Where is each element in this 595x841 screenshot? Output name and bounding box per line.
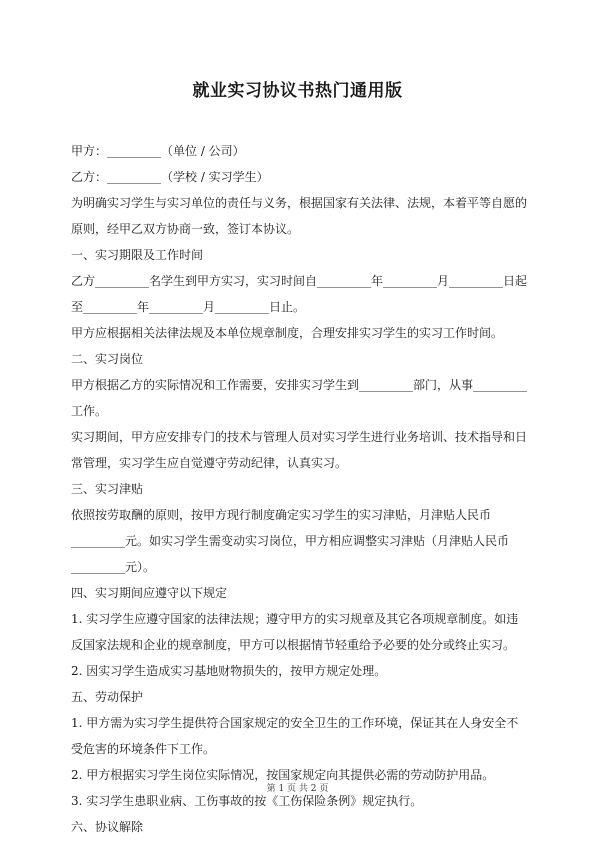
paragraph-allowance-line-1: 依照按劳取酬的原则，按甲方现行制度确定实习学生的实习津贴，月津贴人民币 [71, 508, 492, 522]
section-heading-5: 五、劳动保护 [71, 690, 144, 704]
paragraph-allowance-line-2: _________元。如实习学生需变动实习岗位，甲方相应调整实习津贴（月津贴人民币 [71, 534, 510, 548]
paragraph-position-line-2: 工作。 [71, 404, 108, 418]
section-heading-2: 二、实习岗位 [71, 352, 144, 366]
page-number: 第 1 页 共 2 页 [266, 784, 329, 794]
section-heading-3: 三、实习津贴 [71, 482, 144, 496]
paragraph-rule-1-line-1: 1. 实习学生应遵守国家的法律法规；遵守甲方的实习规章及其它各项规章制度。如违 [71, 612, 519, 626]
paragraph-position-line-1: 甲方根据乙方的实际情况和工作需要，安排实习学生到_________部门，从事_________ [71, 378, 528, 392]
paragraph-rule-1-line-2: 反国家法规和企业的规章制度，甲方可以根据情节轻重给予必要的处分或终止实习。 [71, 638, 516, 652]
paragraph-rule-2: 2. 因实习学生造成实习基地财物损失的，按甲方规定处理。 [71, 664, 387, 678]
paragraph-allowance-line-3: _________元）。 [71, 560, 156, 574]
section-heading-1: 一、实习期限及工作时间 [71, 248, 204, 262]
paragraph-training-line-1: 实习期间，甲方应安排专门的技术与管理人员对实习学生进行业务培训、技术指导和日 [71, 430, 528, 444]
section-heading-6: 六、协议解除 [71, 820, 144, 834]
paragraph-protection-2: 2. 甲方根据实习学生岗位实际情况，按国家规定向其提供必需的劳动防护用品。 [71, 768, 495, 782]
paragraph-protection-1-line-1: 1. 甲方需为实习学生提供符合国家规定的安全卫生的工作环境，保证其在人身安全不 [71, 716, 519, 730]
paragraph-preamble-line-1: 为明确实习学生与实习单位的责任与义务，根据国家有关法律、法规，本着平等自愿的 [71, 196, 528, 210]
paragraph-period-line-1: 乙方_________名学生到甲方实习，实习时间自_________年_________月_________日起 [71, 274, 528, 288]
paragraph-work-time: 甲方应根据相关法律法规及本单位规章制度，合理安排实习学生的实习工作时间。 [71, 326, 504, 340]
document-title: 就业实习协议书热门通用版 [192, 81, 403, 101]
paragraph-party-a: 甲方：_________（单位 / 公司） [71, 144, 245, 158]
paragraph-period-line-2: 至_________年_________月_________日止。 [71, 300, 306, 314]
paragraph-party-b: 乙方：_________（学校 / 实习学生） [71, 170, 269, 184]
paragraph-protection-3: 3. 实习学生患职业病、工伤事故的按《工伤保险条例》规定执行。 [71, 794, 423, 808]
paragraph-training-line-2: 常管理，实习学生应自觉遵守劳动纪律，认真实习。 [71, 456, 348, 470]
paragraph-preamble-line-2: 原则，经甲乙双方协商一致，签订本协议。 [71, 222, 300, 236]
document-body [71, 138, 527, 840]
paragraph-protection-1-line-2: 受危害的环境条件下工作。 [71, 742, 216, 756]
section-heading-4: 四、实习期间应遵守以下规定 [71, 586, 228, 600]
